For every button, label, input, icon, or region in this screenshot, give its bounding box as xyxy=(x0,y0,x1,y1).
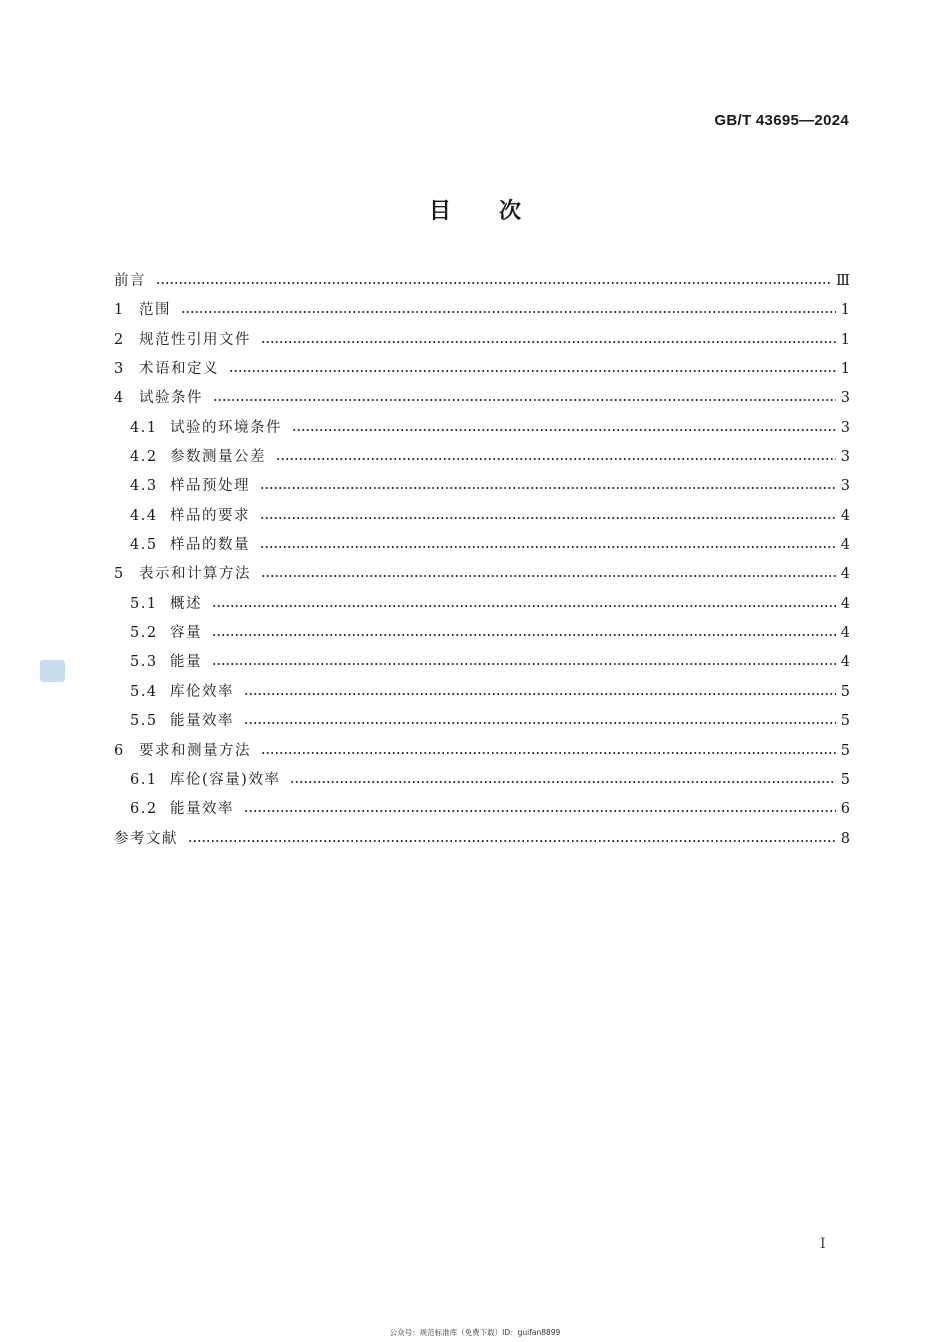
table-of-contents xyxy=(114,269,850,856)
toc-entry[interactable] xyxy=(114,474,850,503)
toc-entry[interactable] xyxy=(114,827,850,856)
toc-entry-label: 表示和计算方法 xyxy=(139,566,251,583)
toc-entry-page: 3 xyxy=(840,390,850,407)
toc-entry[interactable] xyxy=(114,298,850,327)
toc-leader-dots xyxy=(212,604,836,608)
toc-entry[interactable] xyxy=(114,592,850,621)
standard-number: GB/T 43695—2024 xyxy=(714,112,849,129)
toc-leader-dots xyxy=(261,751,836,755)
toc-entry-label: 规范性引用文件 xyxy=(139,331,251,348)
toc-entry-number: 3 xyxy=(114,361,125,378)
toc-entry-label: 能量效率 xyxy=(170,801,234,818)
toc-entry-page: 4 xyxy=(840,595,850,612)
toc-entry-label: 库伦(容量)效率 xyxy=(170,771,281,788)
toc-entry-number: 1 xyxy=(114,302,125,319)
toc-leader-dots xyxy=(290,780,836,784)
toc-entry-page: Ⅲ xyxy=(836,273,850,289)
toc-entry[interactable] xyxy=(114,739,850,768)
toc-entry-page: 5 xyxy=(840,742,850,759)
toc-entry-number: 4 xyxy=(114,390,125,407)
toc-entry-number: 6.1 xyxy=(130,771,158,788)
toc-entry-page: 4 xyxy=(840,566,850,583)
toc-entry[interactable] xyxy=(114,386,850,415)
toc-entry[interactable] xyxy=(114,328,850,357)
toc-entry-number: 4.5 xyxy=(130,537,158,554)
toc-entry-number: 4.3 xyxy=(130,478,158,495)
toc-leader-dots xyxy=(276,457,836,461)
toc-entry-page: 6 xyxy=(840,801,850,818)
toc-entry-page: 4 xyxy=(840,654,850,671)
toc-entry[interactable] xyxy=(114,269,850,298)
toc-entry-page: 1 xyxy=(840,331,850,348)
toc-entry-number: 6 xyxy=(114,742,125,759)
toc-leader-dots xyxy=(212,662,836,666)
toc-entry[interactable] xyxy=(114,768,850,797)
toc-entry-label: 范围 xyxy=(139,302,171,319)
toc-leader-dots xyxy=(244,809,836,813)
toc-entry-label: 样品的数量 xyxy=(170,537,250,554)
toc-entry-page: 3 xyxy=(840,478,850,495)
toc-leader-dots xyxy=(188,839,836,843)
toc-entry[interactable] xyxy=(114,797,850,826)
toc-leader-dots xyxy=(181,310,836,314)
toc-entry-number: 5 xyxy=(114,566,125,583)
toc-entry-label: 试验的环境条件 xyxy=(170,419,282,436)
toc-entry-label: 概述 xyxy=(170,595,202,612)
page-title: 目次 xyxy=(428,199,569,224)
toc-entry[interactable] xyxy=(114,357,850,386)
toc-leader-dots xyxy=(260,545,836,549)
toc-leader-dots xyxy=(260,486,836,490)
toc-entry[interactable] xyxy=(114,416,850,445)
toc-entry[interactable] xyxy=(114,445,850,474)
toc-entry-number: 5.1 xyxy=(130,595,158,612)
toc-leader-dots xyxy=(260,516,836,520)
toc-entry[interactable] xyxy=(114,680,850,709)
toc-entry-number: 2 xyxy=(114,331,125,348)
toc-entry-page: 4 xyxy=(840,507,850,524)
toc-entry[interactable] xyxy=(114,562,850,591)
toc-entry-page: 5 xyxy=(840,683,850,700)
toc-entry-label: 术语和定义 xyxy=(139,361,219,378)
toc-entry-number: 5.2 xyxy=(130,625,158,642)
toc-entry-page: 4 xyxy=(840,537,850,554)
toc-leader-dots xyxy=(261,574,836,578)
toc-entry-page: 3 xyxy=(840,419,850,436)
toc-entry-label: 能量 xyxy=(170,654,202,671)
toc-leader-dots xyxy=(261,340,836,344)
toc-entry-page: 1 xyxy=(840,361,850,378)
toc-entry-page: 5 xyxy=(840,713,850,730)
toc-entry[interactable] xyxy=(114,533,850,562)
toc-entry-number: 4.2 xyxy=(130,449,158,466)
toc-leader-dots xyxy=(212,633,836,637)
toc-entry-label: 容量 xyxy=(170,625,202,642)
toc-entry-number: 4.1 xyxy=(130,419,158,436)
toc-entry-page: 5 xyxy=(840,771,850,788)
toc-entry-page: 1 xyxy=(840,302,850,319)
toc-entry-label: 参数测量公差 xyxy=(170,449,266,466)
toc-entry-page: 8 xyxy=(840,830,850,847)
toc-entry-number: 5.3 xyxy=(130,654,158,671)
toc-leader-dots xyxy=(229,369,836,373)
toc-entry-label: 试验条件 xyxy=(139,390,203,407)
toc-entry[interactable] xyxy=(114,650,850,679)
toc-entry-label: 参考文献 xyxy=(114,830,178,847)
page-number: Ⅰ xyxy=(820,1236,826,1252)
toc-entry-number: 4.4 xyxy=(130,507,158,524)
toc-leader-dots xyxy=(244,721,836,725)
publisher-logo-icon xyxy=(40,660,65,682)
toc-entry-label: 前言 xyxy=(114,273,146,289)
toc-entry-page: 3 xyxy=(840,449,850,466)
toc-entry-label: 要求和测量方法 xyxy=(139,742,251,759)
footer-note: 公众号：规范标准库（免费下载）ID：guifan8899 xyxy=(389,1328,561,1337)
toc-entry-label: 库伦效率 xyxy=(170,683,234,700)
toc-leader-dots xyxy=(292,428,836,432)
toc-entry-number: 6.2 xyxy=(130,801,158,818)
toc-entry[interactable] xyxy=(114,504,850,533)
toc-entry-label: 样品的要求 xyxy=(170,507,250,524)
toc-leader-dots xyxy=(213,398,836,402)
toc-leader-dots xyxy=(156,281,832,285)
toc-entry[interactable] xyxy=(114,709,850,738)
toc-entry-label: 能量效率 xyxy=(170,713,234,730)
toc-entry-page: 4 xyxy=(840,625,850,642)
toc-entry[interactable] xyxy=(114,621,850,650)
toc-entry-label: 样品预处理 xyxy=(170,478,250,495)
toc-entry-number: 5.4 xyxy=(130,683,158,700)
toc-entry-number: 5.5 xyxy=(130,713,158,730)
toc-leader-dots xyxy=(244,692,836,696)
